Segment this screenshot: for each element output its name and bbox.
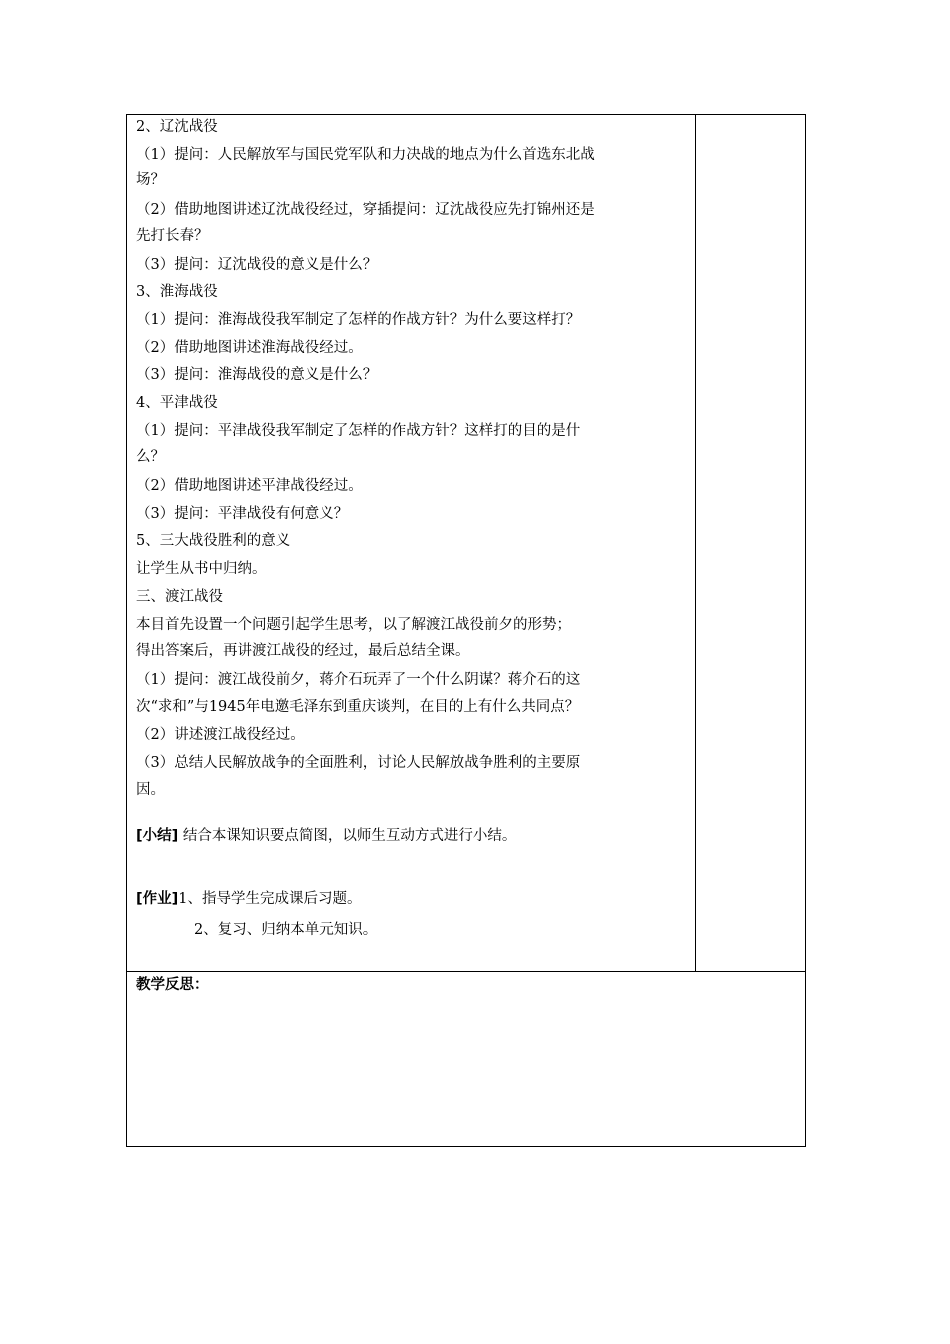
notes-cell	[696, 115, 805, 972]
text-line: 先打长春？	[136, 228, 209, 244]
text-line: 场？	[136, 172, 165, 188]
text-line: （1）提问：平津战役我军制定了怎样的作战方针？这样打的目的是什	[136, 423, 581, 439]
text-line: 让学生从书中归纳。	[136, 561, 267, 577]
text-line: 三、渡江战役	[136, 589, 223, 605]
text-line: 得出答案后，再讲渡江战役的经过，最后总结全课。	[136, 643, 470, 659]
homework-item-1: 1、指导学生完成课后习题。	[178, 891, 362, 907]
text-line: （3）提问：辽沈战役的意义是什么？	[136, 257, 378, 273]
text-line: （3）提问：淮海战役的意义是什么？	[136, 367, 378, 383]
reflection-title: 教学反思：	[136, 977, 209, 993]
text-line: 5、三大战役胜利的意义	[136, 533, 291, 549]
summary-label: [小结]	[136, 828, 179, 844]
homework-item-2: 2、复习、归纳本单元知识。	[194, 922, 378, 938]
summary-line	[136, 826, 516, 846]
text-line: （1）提问：淮海战役我军制定了怎样的作战方针？为什么要这样打？	[136, 312, 581, 328]
text-line: 因。	[136, 782, 165, 798]
text-line: （3）总结人民解放战争的全面胜利，讨论人民解放战争胜利的主要原	[136, 755, 581, 771]
homework-line	[136, 889, 362, 909]
text-line: （1）提问：渡江战役前夕，蒋介石玩弄了一个什么阴谋？蒋介石的这	[136, 672, 581, 688]
text-line: （1）提问：人民解放军与国民党军队和力决战的地点为什么首选东北战	[136, 147, 595, 163]
summary-text: 结合本课知识要点简图，以师生互动方式进行小结。	[178, 828, 517, 844]
text-line: 次“求和”与1945年电邀毛泽东到重庆谈判，在目的上有什么共同点？	[136, 699, 580, 715]
lesson-content-cell	[127, 115, 696, 972]
text-line: （3）提问：平津战役有何意义？	[136, 506, 349, 522]
text-line: 4、平津战役	[136, 395, 218, 411]
text-line: （2）借助地图讲述淮海战役经过。	[136, 340, 363, 356]
text-line: （2）讲述渡江战役经过。	[136, 727, 305, 743]
homework-label: [作业]	[136, 891, 179, 907]
reflection-cell	[127, 972, 805, 1146]
text-line: （2）借助地图讲述辽沈战役经过，穿插提问：辽沈战役应先打锦州还是	[136, 202, 595, 218]
text-line: 2、辽沈战役	[136, 119, 218, 135]
text-line: 3、淮海战役	[136, 284, 218, 300]
lesson-plan-table	[126, 114, 806, 1147]
text-line: （2）借助地图讲述平津战役经过。	[136, 478, 363, 494]
text-line: 本目首先设置一个问题引起学生思考，以了解渡江战役前夕的形势；	[136, 617, 571, 633]
text-line: 么？	[136, 449, 165, 465]
